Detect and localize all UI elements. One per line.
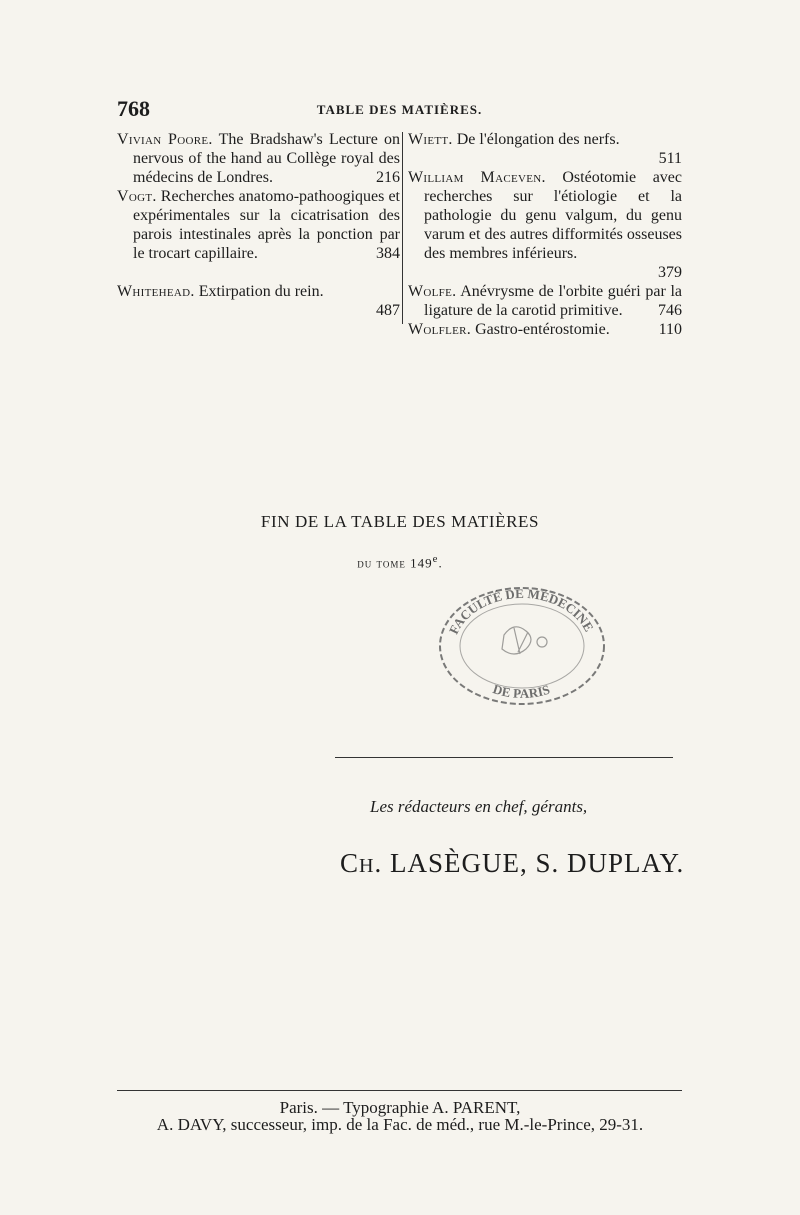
library-stamp [432, 580, 612, 710]
entry-page: 216 [376, 169, 400, 186]
editors-line: Les rédacteurs en chef, gérants, [370, 797, 588, 816]
entry-page: 746 [658, 302, 682, 319]
entry-page: 379 [658, 264, 682, 281]
index-entry: Wolfler. Gastro-entérostomie. 110 [408, 321, 682, 338]
svg-text:FACULTÉ DE MÉDECINE [446, 586, 597, 637]
signature-rule [335, 757, 673, 758]
stamp-text-bottom: DE PARIS [491, 681, 552, 701]
editor-names: CH. LASÈGUE, S. DUPLAY. [340, 848, 685, 878]
entry-page: 487 [376, 302, 400, 319]
entry-page: 511 [658, 150, 682, 167]
page-number: 768 [117, 96, 150, 121]
printer-line: Paris. — Typographie A. PARENT, [279, 1098, 521, 1117]
stamp-text-top: FACULTÉ DE MÉDECINE [445, 585, 597, 637]
svg-text:DE PARIS [491, 681, 551, 701]
page-header [117, 96, 682, 120]
index-entry: Vivian Poore. The Bradshaw's Lecture on nervous of the hand au Collège royal des médecins de Londres. 216 [117, 131, 400, 186]
entry-page: 110 [658, 321, 682, 338]
index-columns [117, 130, 683, 338]
index-entry: William Maceven. Ostéotomie avec recherches sur l'étiologie et la pathologie du genu valgum, du genu varum et des autres difformités osseuses des membres inférieurs. 379 [408, 169, 682, 281]
left-column [117, 130, 400, 320]
index-entry: Vogt. Recherches anatomo-pathoogiques et expérimentales sur la cicatrisation des parois intestinales après la ponction par le trocart capillaire. 384 [117, 188, 401, 262]
entry-page: 384 [376, 245, 400, 262]
right-column [408, 130, 682, 339]
running-title: TABLE DES MATIÈRES. [316, 102, 483, 117]
column-divider [402, 132, 403, 324]
index-entry: Wiett. De l'élongation des nerfs. 511 [408, 131, 682, 167]
index-entry: Whitehead. Extirpation du rein. 487 [117, 283, 400, 319]
printer-address: A. DAVY, successeur, imp. de la Fac. de méd., rue M.-le-Prince, 29-31. [156, 1115, 644, 1134]
footer-rule [117, 1090, 682, 1091]
index-entry: Wolfe. Anévrysme de l'orbite guéri par la ligature de la carotid primitive. 746 [408, 283, 683, 319]
volume-subtitle: du tome 149e. [357, 553, 443, 571]
end-of-table-title: FIN DE LA TABLE DES MATIÈRES [260, 512, 540, 531]
